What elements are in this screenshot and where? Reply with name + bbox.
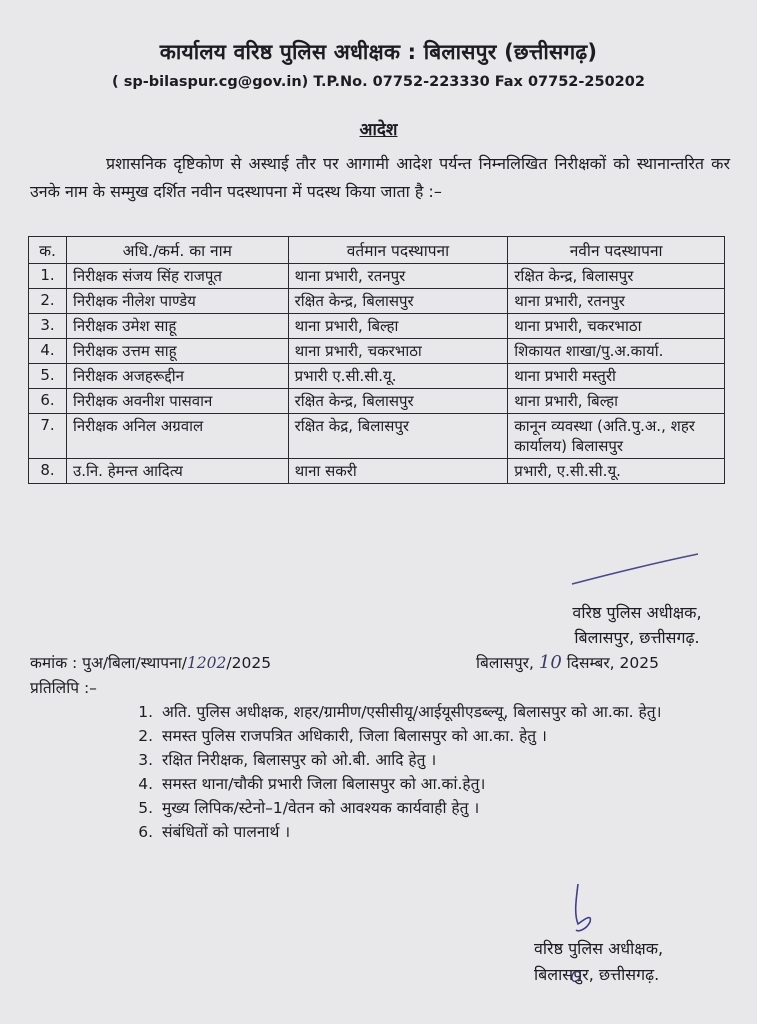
row-new-posting: रक्षित केन्द्र, बिलासपुर	[508, 264, 725, 289]
row-name: निरीक्षक नीलेश पाण्डेय	[66, 289, 288, 314]
copy-to-list	[130, 700, 748, 844]
order-intro: प्रशासनिक दृष्टिकोण से अस्थाई तौर पर आगामी आदेश पर्यन्त निम्नलिखित निरीक्षकों को स्थानान्तरित कर उनके नाम के सम्मुख दर्शित नवीन पदस्थापना में पदस्थ किया जाता है :–	[30, 154, 730, 201]
signatory-designation: वरिष्ठ पुलिस अधीक्षक,	[534, 939, 664, 958]
table-row	[29, 364, 725, 389]
table-row	[29, 414, 725, 459]
list-item: 6. संबंधितों को पालनार्थ ।	[158, 820, 748, 844]
row-new-posting: थाना प्रभारी, चकरभाठा	[508, 314, 725, 339]
row-serial: 8.	[29, 459, 67, 484]
signatory-place: बिलासपुर, छत्तीसगढ़.	[574, 628, 700, 647]
office-contact: ( sp-bilaspur.cg@gov.in) T.P.No. 07752-223330 Fax 07752-250202	[112, 74, 645, 90]
row-name: निरीक्षक अनिल अग्रवाल	[66, 414, 288, 459]
row-current-posting: थाना प्रभारी, रतनपुर	[288, 264, 508, 289]
row-new-posting: थाना प्रभारी मस्तुरी	[508, 364, 725, 389]
reference-number	[30, 651, 271, 673]
list-item: 1. अति. पुलिस अधीक्षक, शहर/ग्रामीण/एसीसीयू/आईयूसीएडब्ल्यू, बिलासपुर को आ.का. हेतु।	[158, 700, 748, 724]
row-serial: 6.	[29, 389, 67, 414]
signatory-designation: वरिष्ठ पुलिस अधीक्षक,	[572, 603, 702, 622]
row-new-posting: कानून व्यवस्था (अति.पु.अ., शहर कार्यालय) बिलासपुर	[508, 414, 725, 459]
row-serial: 5.	[29, 364, 67, 389]
dateline-place: बिलासपुर,	[476, 654, 534, 672]
row-name: उ.नि. हेमन्त आदित्य	[66, 459, 288, 484]
table-row	[29, 289, 725, 314]
signatory-place: बिलासपुर, छत्तीसगढ़.	[534, 965, 660, 984]
row-current-posting: प्रभारी ए.सी.सी.यू.	[288, 364, 508, 389]
reference-prefix: कमांक : पुअ/बिला/स्थापना/	[30, 654, 187, 672]
signature-block-bottom	[520, 936, 740, 988]
row-name: निरीक्षक अजहरूद्दीन	[66, 364, 288, 389]
copy-to-label: प्रतिलिपि :–	[30, 679, 97, 697]
order-heading: आदेश	[359, 120, 398, 140]
row-current-posting: रक्षित केन्द्र, बिलासपुर	[288, 389, 508, 414]
list-item: 2. समस्त पुलिस राजपत्रित अधिकारी, जिला बिलासपुर को आ.का. हेतु ।	[158, 724, 748, 748]
list-item: 5. मुख्य लिपिक/स्टेनो–1/वेतन को आवश्यक कार्यवाही हेतु ।	[158, 796, 748, 820]
header-name: अधि./कर्म. का नाम	[66, 237, 288, 264]
signature-block-top	[532, 600, 742, 650]
header-current-posting: वर्तमान पदस्थापना	[288, 237, 508, 264]
row-new-posting: थाना प्रभारी, रतनपुर	[508, 289, 725, 314]
row-new-posting: प्रभारी, ए.सी.सी.यू.	[508, 459, 725, 484]
reference-handwritten-number: 1202	[186, 654, 227, 672]
header-serial: क.	[29, 237, 67, 264]
reference-year: /2025	[226, 654, 272, 672]
table-row	[29, 339, 725, 364]
table-row	[29, 314, 725, 339]
row-current-posting: थाना प्रभारी, चकरभाठा	[288, 339, 508, 364]
row-serial: 4.	[29, 339, 67, 364]
row-name: निरीक्षक अवनीश पासवान	[66, 389, 288, 414]
row-serial: 1.	[29, 264, 67, 289]
transfer-table	[28, 236, 725, 484]
dateline-handwritten-day: 10	[538, 652, 562, 673]
row-new-posting: शिकायत शाखा/पु.अ.कार्या.	[508, 339, 725, 364]
list-item: 4. समस्त थाना/चौकी प्रभारी जिला बिलासपुर को आ.कां.हेतु।	[158, 772, 748, 796]
row-current-posting: रक्षित केद्र, बिलासपुर	[288, 414, 508, 459]
row-name: निरीक्षक उमेश साहू	[66, 314, 288, 339]
table-header-row	[29, 237, 725, 264]
office-title: कार्यालय वरिष्ठ पुलिस अधीक्षक : बिलासपुर (छत्तीसगढ़)	[159, 40, 598, 64]
row-name: निरीक्षक उत्तम साहू	[66, 339, 288, 364]
table-row	[29, 264, 725, 289]
header-new-posting: नवीन पदस्थापना	[508, 237, 725, 264]
row-new-posting: थाना प्रभारी, बिल्हा	[508, 389, 725, 414]
row-current-posting: रक्षित केन्द्र, बिलासपुर	[288, 289, 508, 314]
row-serial: 7.	[29, 414, 67, 459]
row-serial: 2.	[29, 289, 67, 314]
table-row	[29, 389, 725, 414]
signature-stroke-icon	[570, 552, 700, 588]
dateline-month-year: दिसम्बर, 2025	[566, 654, 659, 672]
table-row	[29, 459, 725, 484]
row-name: निरीक्षक संजय सिंह राजपूत	[66, 264, 288, 289]
dateline	[476, 651, 659, 673]
row-current-posting: थाना सकरी	[288, 459, 508, 484]
row-serial: 3.	[29, 314, 67, 339]
list-item: 3. रक्षित निरीक्षक, बिलासपुर को ओ.बी. आदि हेतु ।	[158, 748, 748, 772]
row-current-posting: थाना प्रभारी, बिल्हा	[288, 314, 508, 339]
